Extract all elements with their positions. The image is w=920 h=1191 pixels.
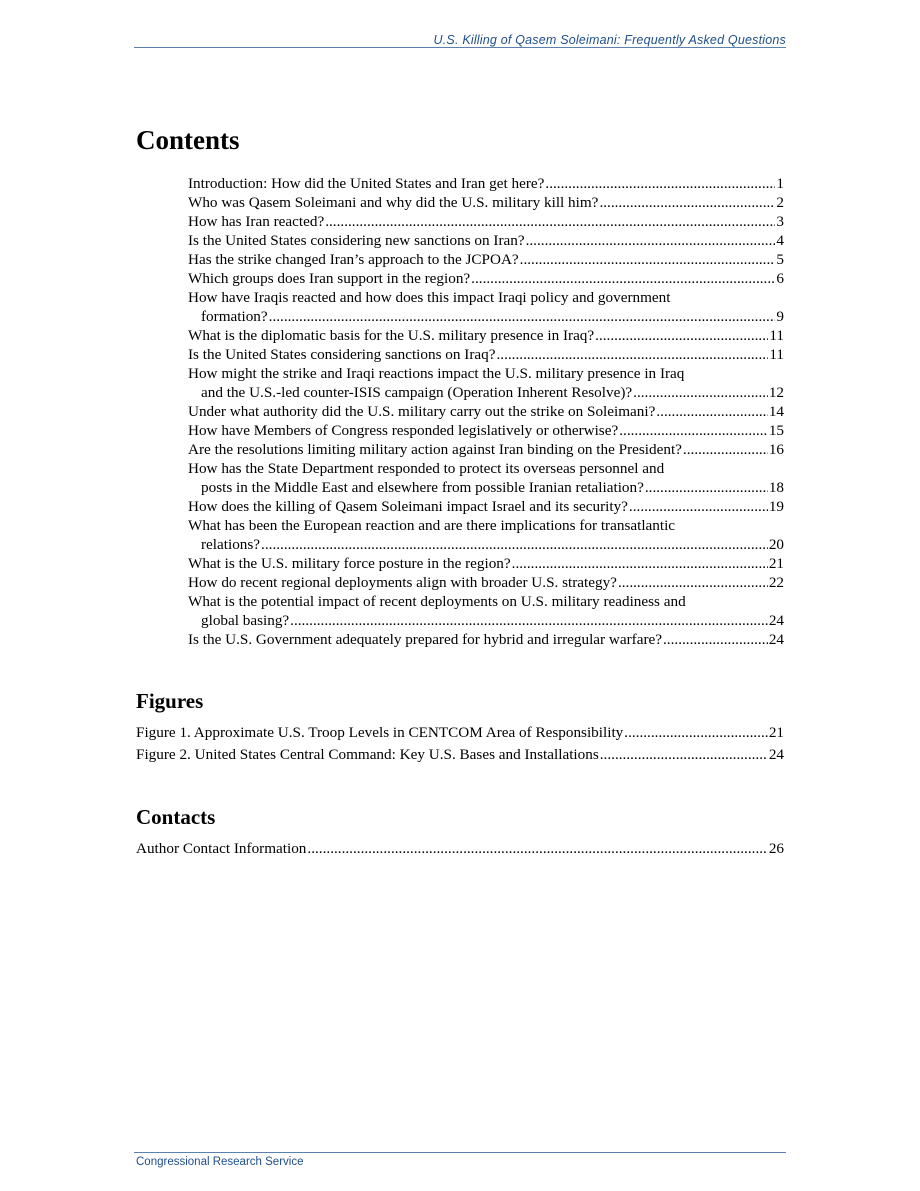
toc-entry[interactable]: [188, 573, 784, 592]
toc-entry[interactable]: [188, 212, 784, 231]
toc-entry-title: Are the resolutions limiting military action against Iran binding on the President?: [188, 441, 682, 458]
contact-entry-title: Author Contact Information: [136, 840, 307, 857]
toc-entry-title: Is the United States considering sanctions on Iraq?: [188, 346, 496, 363]
contents-title: Contents: [136, 125, 240, 155]
toc-entry-page: 24: [768, 612, 784, 629]
toc-entry-line[interactable]: What is the potential impact of recent deployments on U.S. military readiness and: [188, 593, 686, 610]
toc-entry[interactable]: [188, 421, 784, 440]
toc-entry-title: Is the United States considering new sanctions on Iran?: [188, 232, 525, 249]
toc-entry-title: How do recent regional deployments align with broader U.S. strategy?: [188, 574, 617, 591]
leader-dots: [600, 744, 768, 766]
toc-entry-title: Which groups does Iran support in the region?: [188, 270, 471, 287]
toc-entry-title: global basing?: [201, 612, 290, 629]
toc-entry-page: 2: [776, 194, 784, 211]
toc-entry-page: 4: [776, 232, 784, 249]
toc-entry-page: 24: [768, 631, 784, 648]
contents-list: [188, 174, 784, 649]
toc-entry[interactable]: [188, 535, 784, 554]
toc-entry-title: Introduction: How did the United States and Iran get here?: [188, 175, 545, 192]
toc-entry-title: relations?: [201, 536, 261, 553]
toc-entry-title: How does the killing of Qasem Soleimani impact Israel and its security?: [188, 498, 628, 515]
footer-text: Congressional Research Service: [136, 1156, 304, 1168]
leader-dots: [471, 269, 775, 288]
figure-entry-title: Figure 1. Approximate U.S. Troop Levels in CENTCOM Area of Responsibility: [136, 724, 624, 741]
toc-entry[interactable]: [188, 269, 784, 288]
figure-entry-page: 21: [768, 724, 784, 741]
contact-entry[interactable]: [136, 838, 784, 860]
toc-entry-title: What is the diplomatic basis for the U.S. military presence in Iraq?: [188, 327, 595, 344]
leader-dots: [599, 193, 775, 212]
leader-dots: [290, 611, 768, 630]
toc-entry-title: How has Iran reacted?: [188, 213, 325, 230]
contacts-title: Contacts: [136, 805, 216, 829]
toc-entry-page: 11: [769, 346, 784, 363]
toc-entry-page: 16: [768, 441, 784, 458]
figure-entry[interactable]: [136, 744, 784, 766]
figures-list: [136, 722, 784, 766]
leader-dots: [261, 535, 768, 554]
leader-dots: [307, 838, 767, 860]
toc-entry-page: 1: [776, 175, 784, 192]
contacts-list: [136, 838, 784, 860]
toc-entry-title: Is the U.S. Government adequately prepared for hybrid and irregular warfare?: [188, 631, 662, 648]
toc-entry[interactable]: [188, 383, 784, 402]
toc-entry-line[interactable]: What has been the European reaction and are there implications for transatlantic: [188, 517, 676, 534]
leader-dots: [618, 573, 768, 592]
leader-dots: [645, 478, 768, 497]
toc-entry-title: posts in the Middle East and elsewhere from possible Iranian retaliation?: [201, 479, 644, 496]
leader-dots: [526, 231, 776, 250]
toc-entry[interactable]: [188, 440, 784, 459]
toc-entry[interactable]: [188, 174, 784, 193]
leader-dots: [325, 212, 775, 231]
leader-dots: [619, 421, 768, 440]
leader-dots: [545, 174, 775, 193]
leader-dots: [624, 722, 768, 744]
toc-entry-page: 12: [768, 384, 784, 401]
leader-dots: [629, 497, 768, 516]
toc-entry-page: 19: [768, 498, 784, 515]
toc-entry-page: 14: [768, 403, 784, 420]
toc-entry-title: How have Members of Congress responded legislatively or otherwise?: [188, 422, 619, 439]
toc-entry-line[interactable]: How have Iraqis reacted and how does this impact Iraqi policy and government: [188, 289, 671, 306]
toc-entry-page: 15: [768, 422, 784, 439]
leader-dots: [633, 383, 768, 402]
toc-entry[interactable]: [188, 231, 784, 250]
toc-entry[interactable]: [188, 497, 784, 516]
toc-entry-page: 11: [769, 327, 784, 344]
toc-entry-title: formation?: [201, 308, 268, 325]
toc-entry-page: 18: [768, 479, 784, 496]
toc-entry-title: What is the U.S. military force posture in the region?: [188, 555, 511, 572]
toc-entry-page: 5: [776, 251, 784, 268]
header-rule: [134, 47, 786, 48]
toc-entry[interactable]: [188, 630, 784, 649]
figure-entry-page: 24: [768, 746, 784, 763]
leader-dots: [663, 630, 768, 649]
toc-entry[interactable]: [188, 250, 784, 269]
leader-dots: [656, 402, 767, 421]
toc-entry[interactable]: [188, 345, 784, 364]
leader-dots: [520, 250, 776, 269]
leader-dots: [683, 440, 768, 459]
toc-entry-title: and the U.S.-led counter-ISIS campaign (Operation Inherent Resolve)?: [201, 384, 633, 401]
footer-rule: [134, 1152, 786, 1153]
toc-entry-title: Who was Qasem Soleimani and why did the U.S. military kill him?: [188, 194, 599, 211]
toc-entry[interactable]: [188, 307, 784, 326]
toc-entry-page: 9: [776, 308, 784, 325]
leader-dots: [269, 307, 776, 326]
toc-entry[interactable]: [188, 478, 784, 497]
figures-title: Figures: [136, 689, 204, 713]
toc-entry[interactable]: [188, 611, 784, 630]
toc-entry[interactable]: [188, 402, 784, 421]
toc-entry-page: 20: [768, 536, 784, 553]
leader-dots: [512, 554, 768, 573]
leader-dots: [496, 345, 768, 364]
contact-entry-page: 26: [768, 840, 784, 857]
toc-entry-title: Under what authority did the U.S. military carry out the strike on Soleimani?: [188, 403, 656, 420]
leader-dots: [595, 326, 768, 345]
figure-entry-title: Figure 2. United States Central Command: Key U.S. Bases and Installations: [136, 746, 599, 763]
toc-entry-line[interactable]: How has the State Department responded to protect its overseas personnel and: [188, 460, 665, 477]
toc-entry-page: 21: [768, 555, 784, 572]
toc-entry-line[interactable]: How might the strike and Iraqi reactions impact the U.S. military presence in Iraq: [188, 365, 685, 382]
running-header: U.S. Killing of Qasem Soleimani: Frequently Asked Questions: [433, 33, 786, 47]
toc-entry-page: 6: [776, 270, 784, 287]
toc-entry-page: 22: [768, 574, 784, 591]
toc-entry[interactable]: [188, 193, 784, 212]
toc-entry[interactable]: [188, 326, 784, 345]
toc-entry-page: 3: [776, 213, 784, 230]
toc-entry-title: Has the strike changed Iran’s approach to the JCPOA?: [188, 251, 519, 268]
toc-entry[interactable]: [188, 554, 784, 573]
figure-entry[interactable]: [136, 722, 784, 744]
